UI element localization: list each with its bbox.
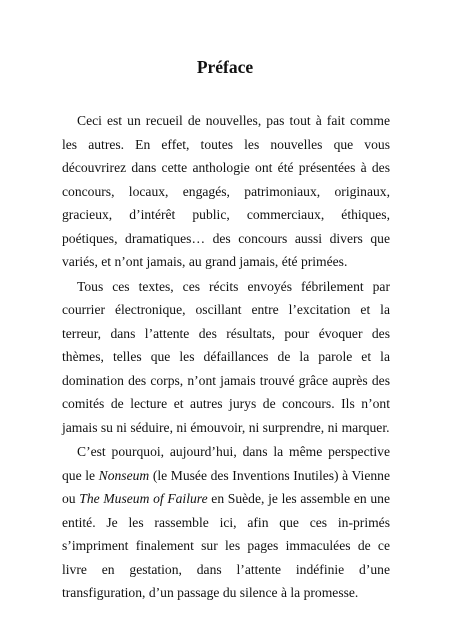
italic-title-museum-of-failure: The Museum of Failure: [79, 491, 208, 506]
body-text: [62, 109, 390, 605]
paragraph-3: [62, 440, 390, 605]
page-title: Préface: [196, 57, 254, 77]
paragraph-2: Tous ces textes, ces récits envoyés fébrilement par courrier électronique, oscillant entre l’excitation et la terreur, dans l’attente des résultats, pour évoquer des thèmes, telles que les défaillances de la parole et la domination des corps, n’ont jamais trouvé grâce auprès des comités de lecture et autres jurys de concours. Ils n’ont jamais su ni séduire, ni émouvoir, ni surprendre, ni marquer.: [62, 278, 390, 435]
paragraph-3-text-1: C’est pourquoi, aujourd’hui, dans la même perspective que le: [62, 444, 390, 483]
paragraph-1: Ceci est un recueil de nouvelles, pas tout à fait comme les autres. En effet, toutes les nouvelles que vous découvrirez dans cette anthologie ont été présentées à des concours, locaux, engagés, patrimoniaux, originaux, gracieux, d’intérêt public, commerciaux, éthiques, poétiques, dramatiques… des concours aussi divers que variés, et n’ont jamais, au grand jamais, été primées.: [62, 113, 390, 269]
paragraph-3-text-2: (le Musée des Inventions Inutiles) à Vienne ou: [62, 467, 390, 506]
italic-title-nonseum: Nonseum: [98, 467, 150, 483]
paragraph-3-text-3: en Suède, je les assemble en une entité. Je les rassemble ici, afin que ces in-primés s’impriment finalement sur les pages immaculées de ce livre en gestation, dans l’attente indéfinie d’une transfiguration, d’un passage du silence à la promesse.: [62, 491, 390, 600]
